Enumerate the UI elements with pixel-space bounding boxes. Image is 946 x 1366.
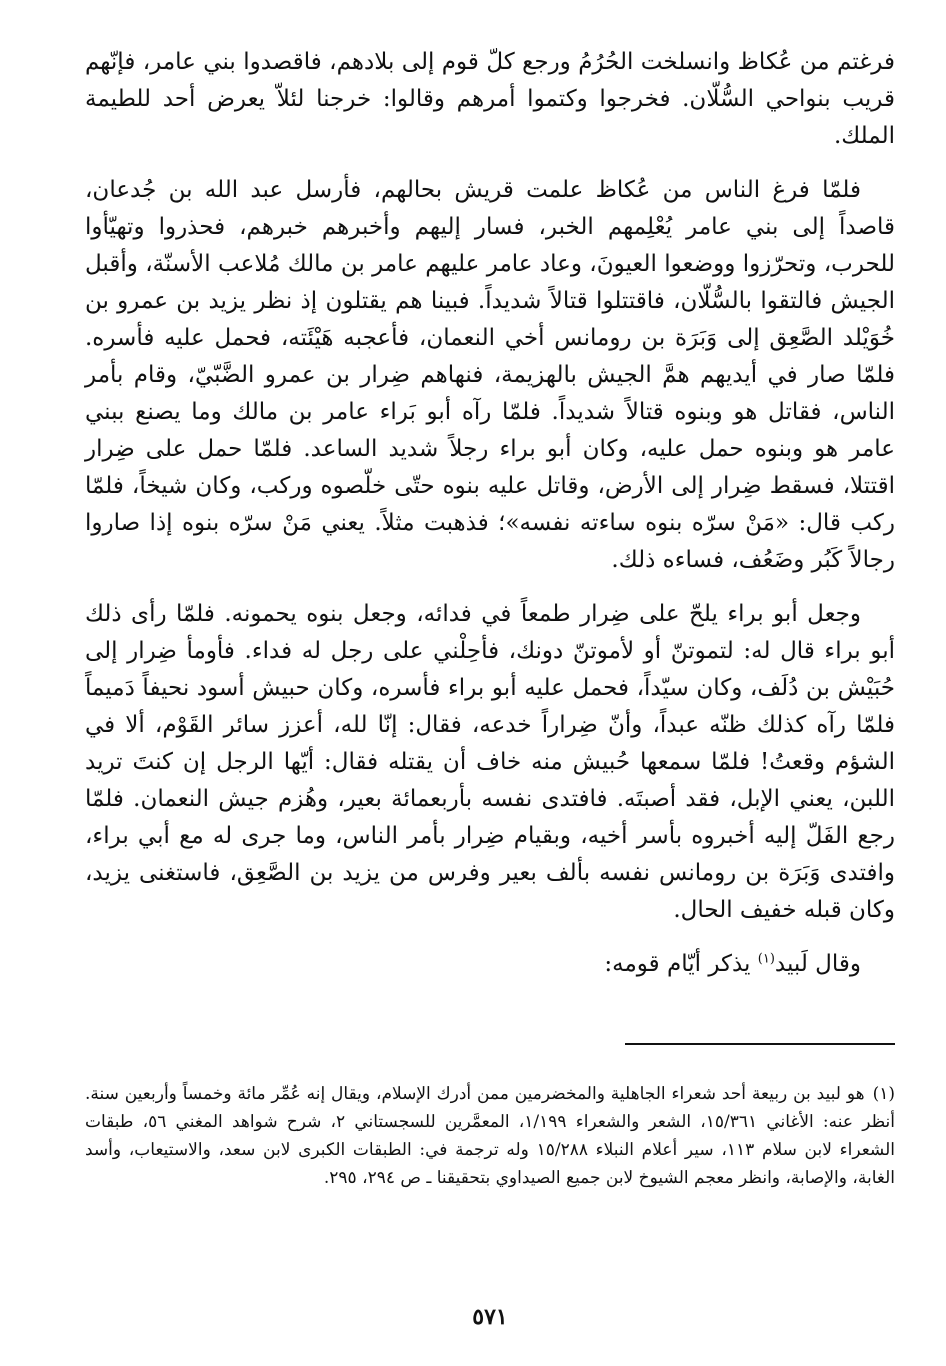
paragraph-2: فلمّا فرغ الناس من عُكاظ علمت قريش بحالهم، فأرسل عبد الله بن جُدعان، قاصداً إلى بني عامر يُعْلِمهم الخبر، فسار إليهم وأخبرهم خبرهم، فحذروا وتهيّأوا للحرب، وتحرّزوا ووضعوا العيونَ، وعاد عامر عليهم عامر بن مالك مُلاعب الأسنّة، وأقبل الجيش فالتقوا بالسُّلّان، فاقتتلوا قتالاً شديداً. فبينا هم يقتلون إذ نظر يزيد بن عمرو بن خُوَيْلد الصَّعِق إلى وَبَرَة بن رومانس أخي النعمان، فأعجبه هَيْئَته، فحمل عليه فأسره. فلمّا صار في أيديهم همَّ الجيش بالهزيمة، فنهاهم ضِرار بن عمرو الضَّبّيّ، وقام بأمر الناس، فقاتل هو وبنوه قتالاً شديداً. فلمّا رآه أبو بَراء عامر بن مالك وما يصنع ببني عامر هو وبنوه حمل عليه، وكان أبو براء رجلاً شديد الساعد. فلمّا حمل على ضِرار اقتتلا، فسقط ضِرار إلى الأرض، وقاتل عليه بنوه حتّى خلّصوه وركب، وكان شيخاً، فلمّا ركب قال: «مَنْ سرّه بنوه ساءته نفسه»؛ فذهبت مثلاً. يعني مَنْ سرّه بنوه إذا صاروا رجالاً كَبُر وضَعُف، فساءه ذلك. bbox=[85, 177, 895, 573]
footnote-number: (١) bbox=[872, 1084, 895, 1104]
closing-line-start: وقال لَبيد bbox=[774, 951, 861, 977]
paragraph-3: وجعل أبو براء يلحّ على ضِرار طمعاً في فدائه، وجعل بنوه يحمونه. فلمّا رأى ذلك أبو براء قال له: لتموتنّ أو لأموتنّ دونك، فأحِلْني على رجل له فداء. فأومأ ضِرار إلى حُبَيْش بن دُلَف، وكان سيّداً، فحمل عليه أبو براء فأسره، وكان حبيش أسود نحيفاً دَميماً فلمّا رآه كذلك ظنّه عبداً، وأنّ ضِراراً خدعه، فقال: إنّا لله، أعزز سائر القَوْم، ألا في الشؤم وقعتُ! فلمّا سمعها حُبيش منه خاف أن يقتله فقال: أيّها الرجل إن كنتَ تريد اللبن، يعني الإبل، فقد أصبتَه. فافتدى نفسه بأربعمائة بعير، وهُزم جيش النعمان. فلمّا رجع الفَلّ إليه أخبروه بأسر أخيه، وبقيام ضِرار بأمر الناس، وما جرى له مع أبي براء، وافتدى وَبَرَة بن رومانس نفسه بألف بعير وفرس من يزيد بن الصَّعِق، فاستغنى يزيد، وكان قبله خفيف الحال. bbox=[85, 601, 895, 923]
footnote-text: هو لبيد بن ربيعة أحد شعراء الجاهلية والمخضرمين ممن أدرك الإسلام، ويقال إنه عُمِّر مائة وخمساً وأربعين سنة. أنظر عنه: الأغاني ١٥/٣٦١، الشعر والشعراء ١/١٩٩، المعمَّرين للسجستاني ٢، شرح شواهد المغني ٥٦، طبقات الشعراء لابن سلام ١١٣، سير أعلام النبلاء ١٥/٢٨٨ وله ترجمة في: الطبقات الكبرى لابن سعد، والاستيعاب، وأسد الغابة، والإصابة، وانظر معجم الشيوخ لابن جميع الصيداوي بتحقيقنا ـ ص ٢٩٤، ٢٩٥. bbox=[85, 1084, 895, 1188]
book-page bbox=[85, 44, 895, 1334]
main-text bbox=[85, 44, 895, 983]
closing-line-end: يذكر أيّام قومه: bbox=[604, 951, 758, 977]
footnote-reference: (١) bbox=[757, 951, 775, 967]
page-number: ٥٧١ bbox=[472, 1304, 508, 1330]
closing-line bbox=[85, 946, 895, 983]
paragraph-1: فرغتم من عُكاظ وانسلخت الحُرُمُ ورجع كلّ قوم إلى بلادهم، فاقصدوا بني عامر، فإنّهم قريب بنواحي السُّلّان. فخرجوا وكتموا أمرهم وقالوا: خرجنا لئلاّ يعرض أحد للطيمة الملك. bbox=[85, 49, 895, 149]
footnotes bbox=[85, 1080, 895, 1192]
footnote-separator bbox=[625, 1043, 895, 1045]
